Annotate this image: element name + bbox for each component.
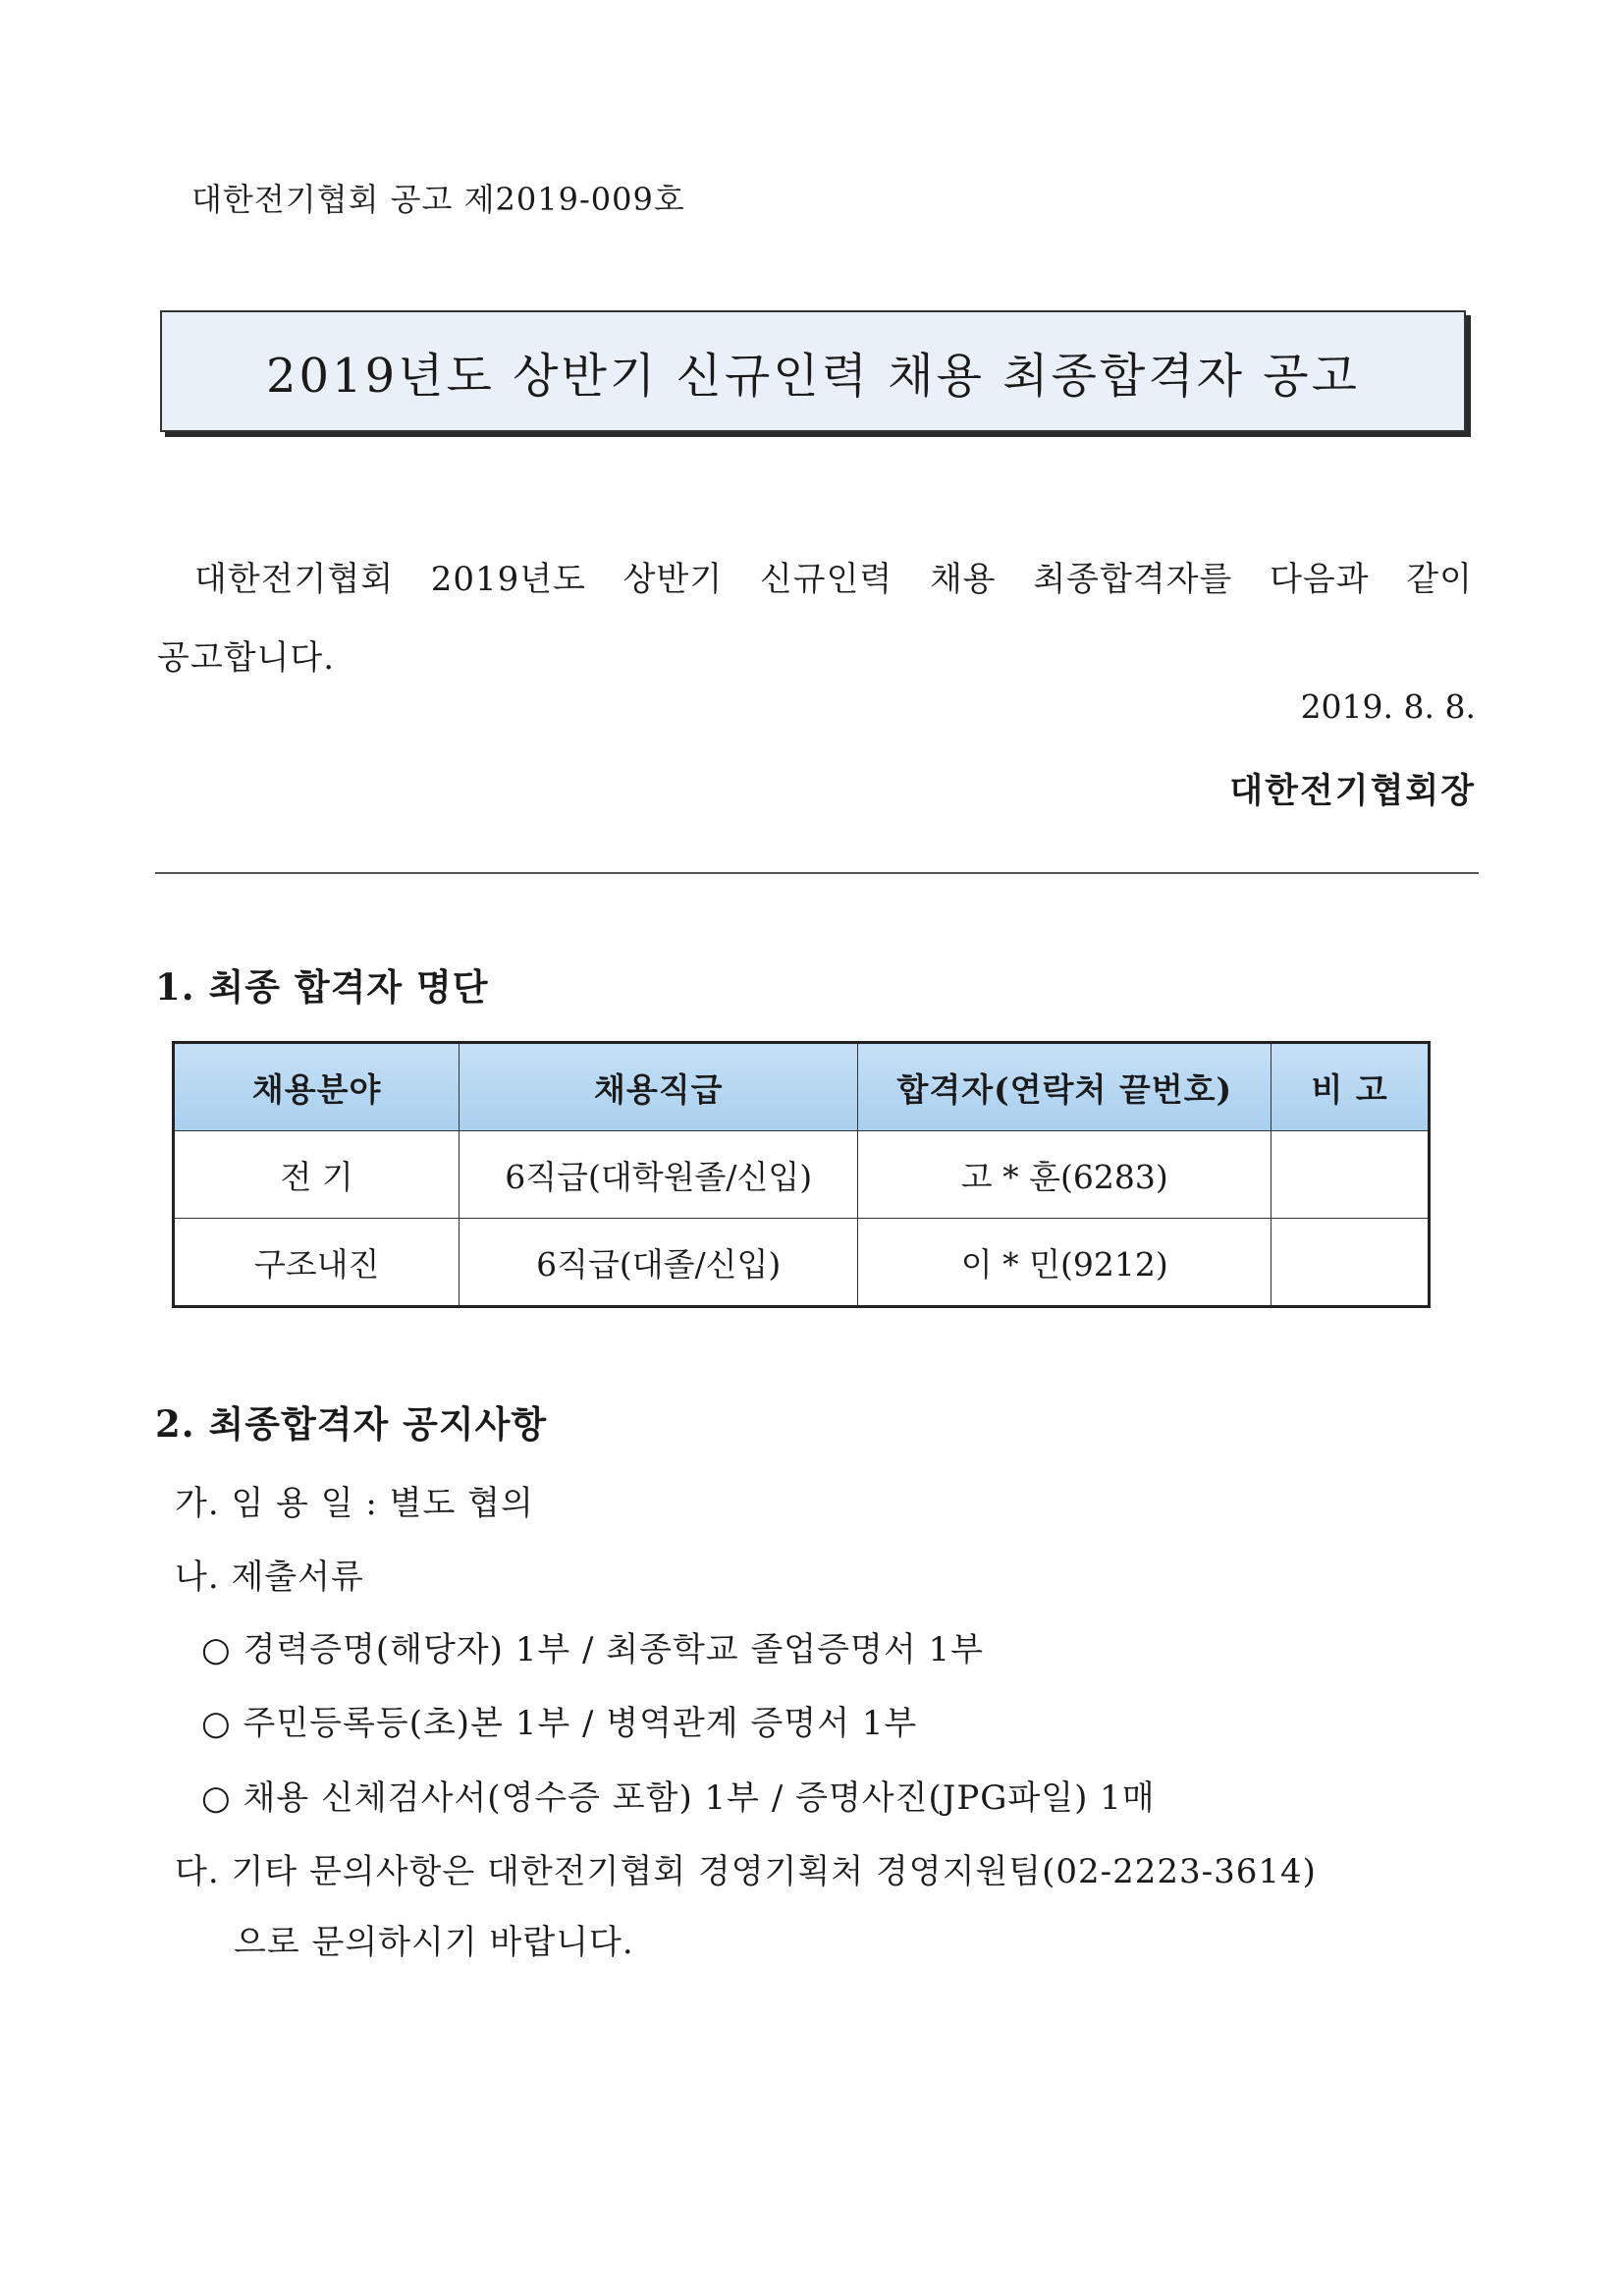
- cell-remarks: [1271, 1219, 1430, 1307]
- intro-paragraph: [157, 540, 1473, 697]
- page-title: 2019년도 상반기 신규인력 채용 최종합격자 공고: [265, 348, 1361, 404]
- header-remarks: 비 고: [1271, 1043, 1430, 1131]
- section-2-title: 2. 최종합격자 공지사항: [155, 1402, 548, 1446]
- divider: [155, 872, 1479, 874]
- cell-candidate: 고 * 훈(6283): [858, 1131, 1271, 1219]
- item-appointment-date: 가. 임 용 일 : 별도 협의: [175, 1484, 534, 1523]
- document-bullet: ○ 채용 신체검사서(영수증 포함) 1부 / 증명사진(JPG파일) 1매: [201, 1778, 1156, 1818]
- section-1-title: 1. 최종 합격자 명단: [155, 965, 489, 1009]
- header-candidate: 합격자(연락처 끝번호): [858, 1043, 1271, 1131]
- title-box: [160, 310, 1466, 432]
- successful-candidates-table: [172, 1041, 1431, 1308]
- table-header-row: [174, 1043, 1430, 1131]
- header-field: 채용분야: [174, 1043, 460, 1131]
- item-inquiry: 다. 기타 문의사항은 대한전기협회 경영기획처 경영지원팀(02-2223-3614): [175, 1852, 1317, 1891]
- item-inquiry-continued: 으로 문의하시기 바랍니다.: [234, 1923, 634, 1962]
- cell-field: 구조내진: [174, 1219, 460, 1307]
- notice-number: 대한전기협회 공고 제2019-009호: [191, 181, 685, 218]
- cell-grade: 6직급(대학원졸/신입): [460, 1131, 858, 1219]
- cell-remarks: [1271, 1131, 1430, 1219]
- item-documents: 나. 제출서류: [175, 1558, 364, 1597]
- cell-candidate: 이 * 민(9212): [858, 1219, 1271, 1307]
- document-bullet: ○ 주민등록등(초)본 1부 / 병역관계 증명서 1부: [201, 1704, 918, 1743]
- notice-date: 2019. 8. 8.: [1300, 687, 1476, 726]
- cell-grade: 6직급(대졸/신입): [460, 1219, 858, 1307]
- header-grade: 채용직급: [460, 1043, 858, 1131]
- intro-line-2: 공고합니다.: [157, 638, 336, 678]
- intro-line-1: 대한전기협회 2019년도 상반기 신규인력 채용 최종합격자를 다음과 같이: [194, 560, 1473, 599]
- table-row: [174, 1131, 1430, 1219]
- table-row: [174, 1219, 1430, 1307]
- document-bullet: ○ 경력증명(해당자) 1부 / 최종학교 졸업증명서 1부: [201, 1630, 984, 1669]
- cell-field: 전 기: [174, 1131, 460, 1219]
- signatory: 대한전기협회장: [1229, 771, 1476, 811]
